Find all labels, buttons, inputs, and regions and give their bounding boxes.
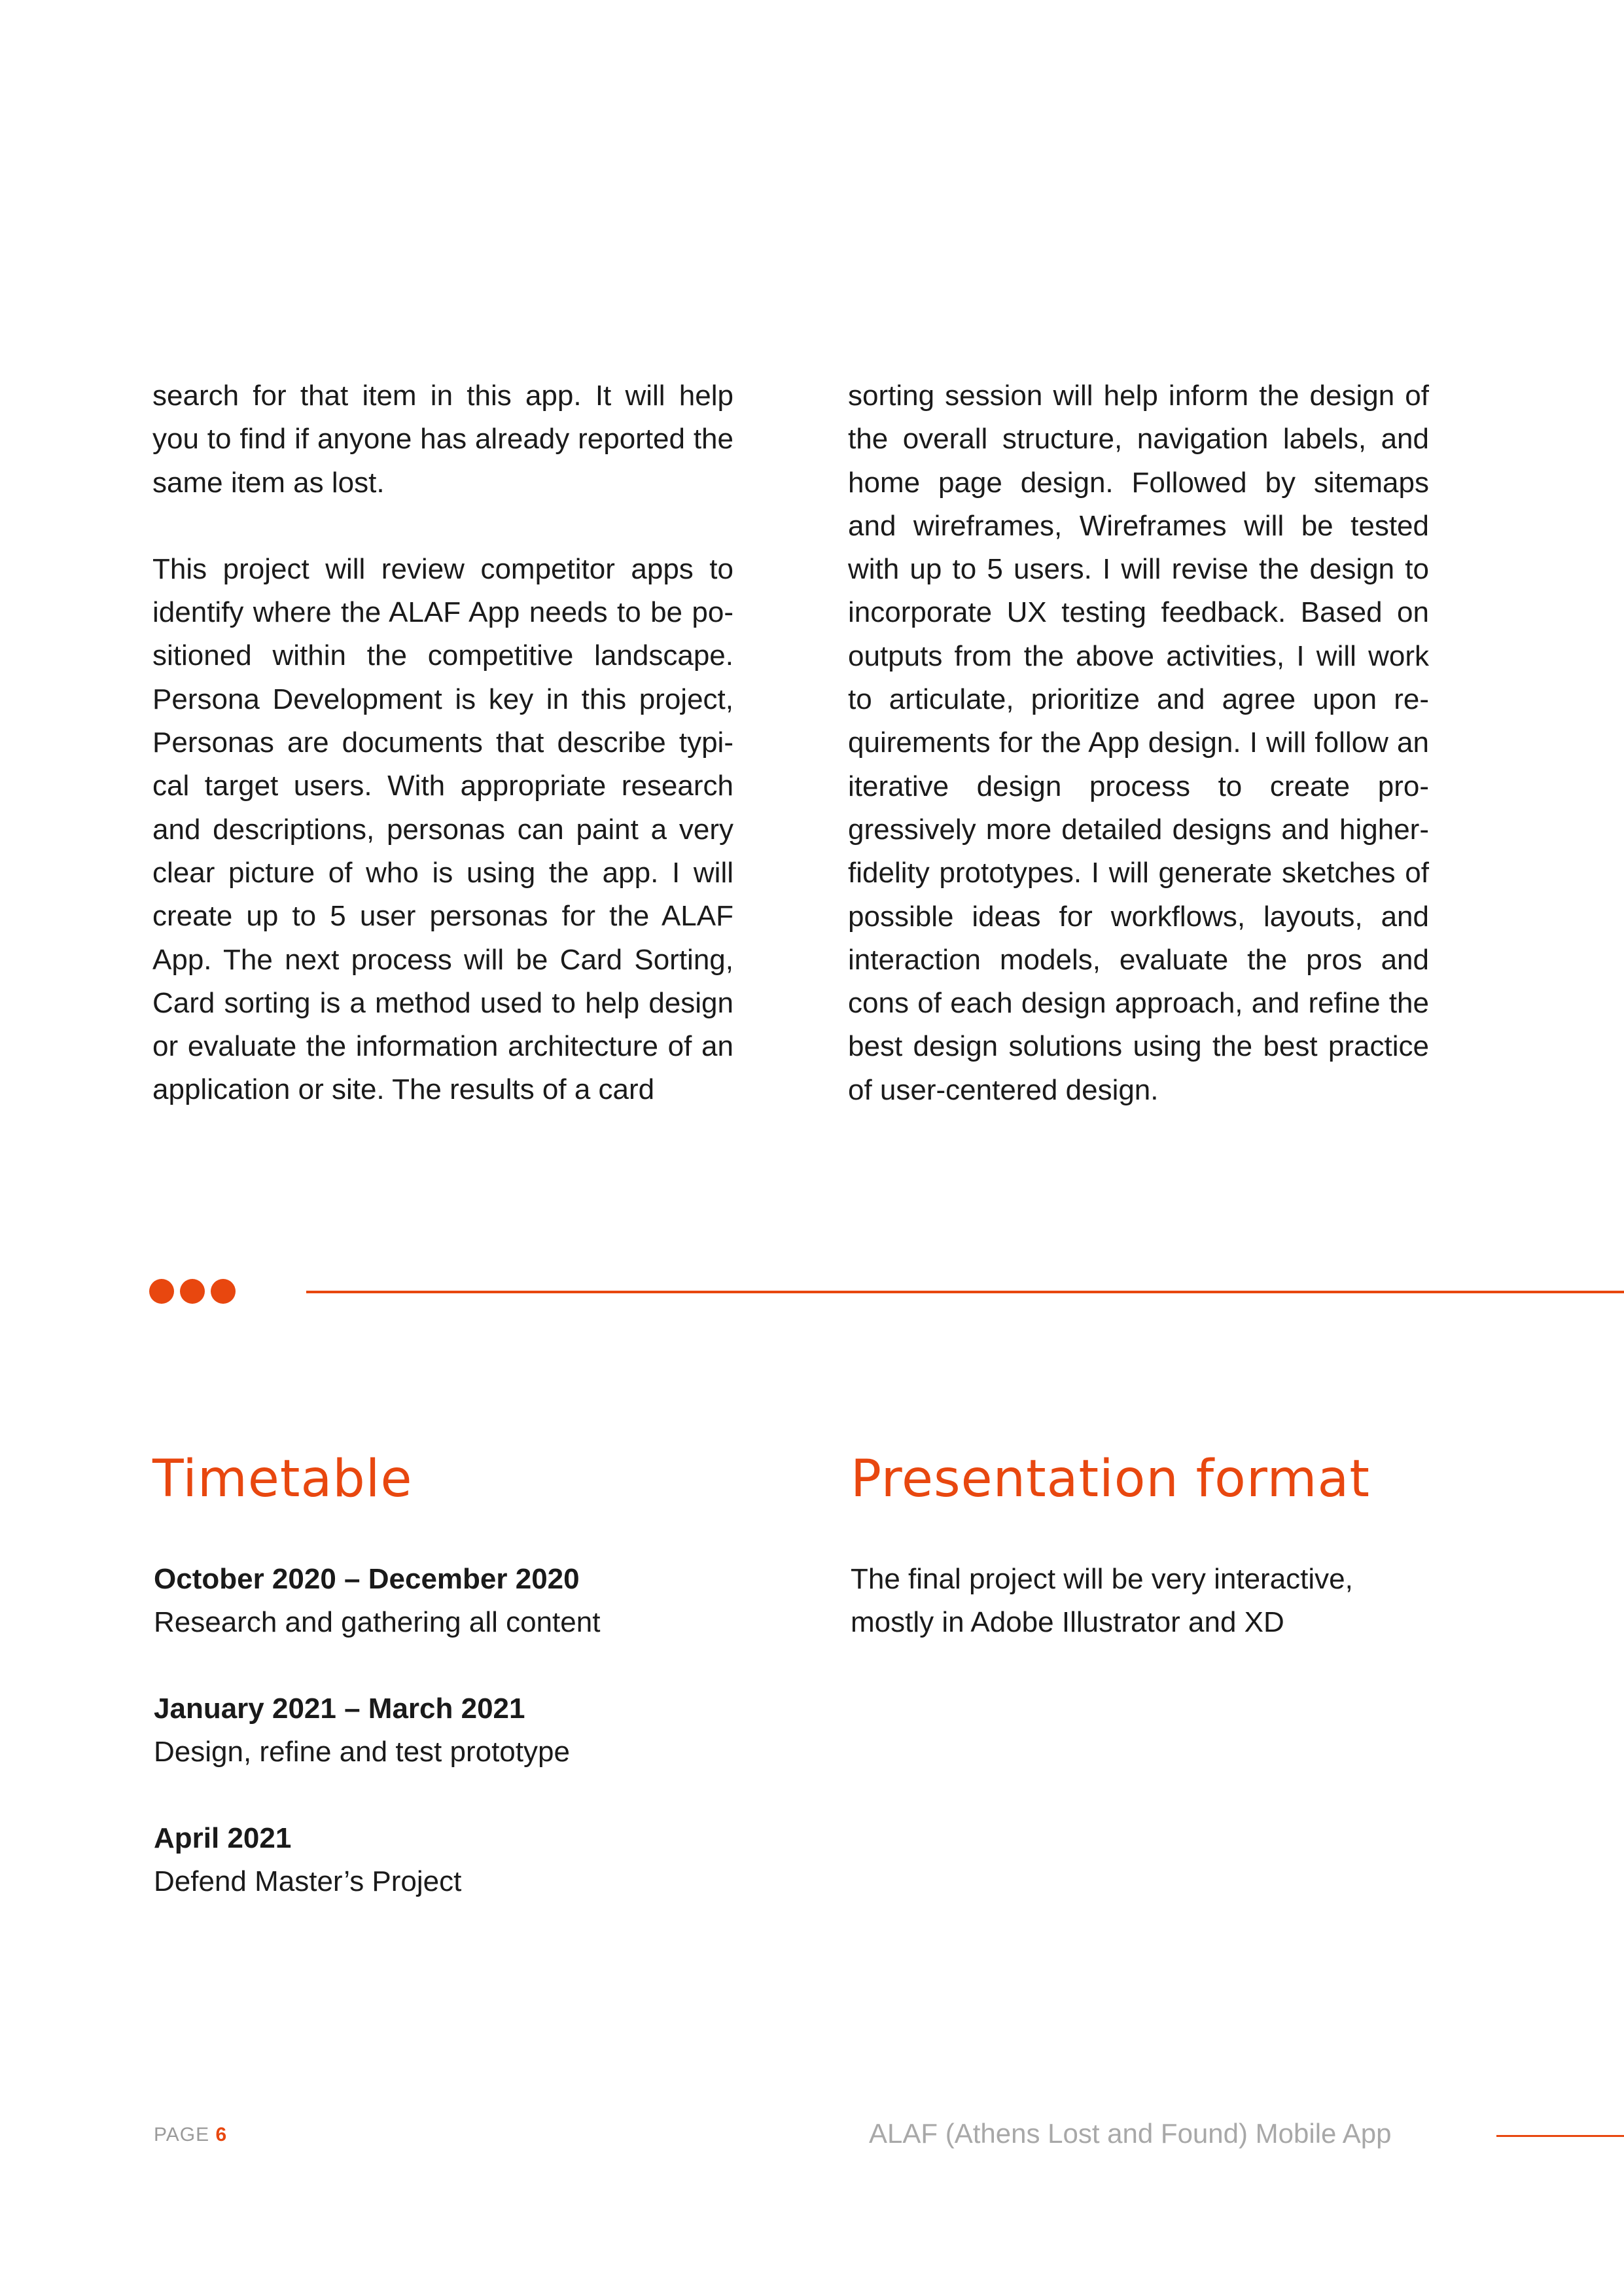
- presentation-format-heading: Presentation format: [851, 1450, 1370, 1509]
- divider-dot: [180, 1279, 205, 1304]
- timetable-heading: Timetable: [152, 1450, 413, 1509]
- footer-accent-line: [1496, 2135, 1624, 2137]
- timetable-date: April 2021: [154, 1822, 292, 1854]
- body-paragraph: search for that item in this app. It will help you to find if anyone has already reported the same item as lost.: [152, 380, 733, 499]
- body-paragraph: sorting session will help inform the design of the overall structure, navigation labels, and home page design. Followed by sitemaps and wireframes, Wireframes will be tested with up to 5 users. I will revise the design to incorporate UX testing feedback. Based on outputs from the above activities, I will work to articulate, prioritize and agree upon requirements for the App design. I will follow an iterative design process to create progressively more detailed designs and higher-fidelity prototypes. I will generate sketches of possible ideas for workflows, layouts, and interaction models, evaluate the pros and cons of each design approach, and refine the best design solutions using the best practice of user-centered design.: [848, 380, 1429, 1106]
- timetable-entry: [154, 1558, 808, 1644]
- timetable-description: Research and gathering all content: [154, 1606, 601, 1638]
- page-label: PAGE: [154, 2124, 210, 2145]
- timetable-entry: [154, 1817, 808, 1903]
- section-divider-line: [306, 1291, 1624, 1293]
- presentation-format-text: [851, 1558, 1439, 1644]
- timetable-date: January 2021 – March 2021: [154, 1693, 525, 1725]
- timetable-description: Defend Master’s Project: [154, 1865, 462, 1897]
- body-paragraph: This project will review competitor apps to identify where the ALAF App needs to be positioned within the competitive landscape. Persona Development is key in this project, Personas are documents that describe typical target users. With appropriate research and descriptions, personas can paint a very clear picture of who is using the app. I will create up to 5 user personas for the ALAF App. The next process will be Card Sorting, Card sorting is a method used to help design or evaluate the information architecture of an application or site. The results of a card: [152, 552, 733, 1106]
- body-column-left: [152, 374, 733, 1112]
- page-number-value: 6: [215, 2124, 228, 2145]
- divider-dot: [211, 1279, 236, 1304]
- timetable-description: Design, refine and test prototype: [154, 1736, 570, 1768]
- footer-document-title: ALAF (Athens Lost and Found) Mobile App: [869, 2118, 1392, 2149]
- presentation-line: The final project will be very interactive,: [851, 1563, 1353, 1595]
- section-divider-dots: [149, 1279, 236, 1305]
- divider-dot: [149, 1279, 174, 1304]
- page-number: [154, 2122, 227, 2148]
- body-column-right: [848, 374, 1429, 1112]
- timetable-list: [154, 1558, 808, 1903]
- presentation-line: mostly in Adobe Illustrator and XD: [851, 1606, 1284, 1638]
- timetable-entry: [154, 1687, 808, 1774]
- timetable-date: October 2020 – December 2020: [154, 1563, 580, 1595]
